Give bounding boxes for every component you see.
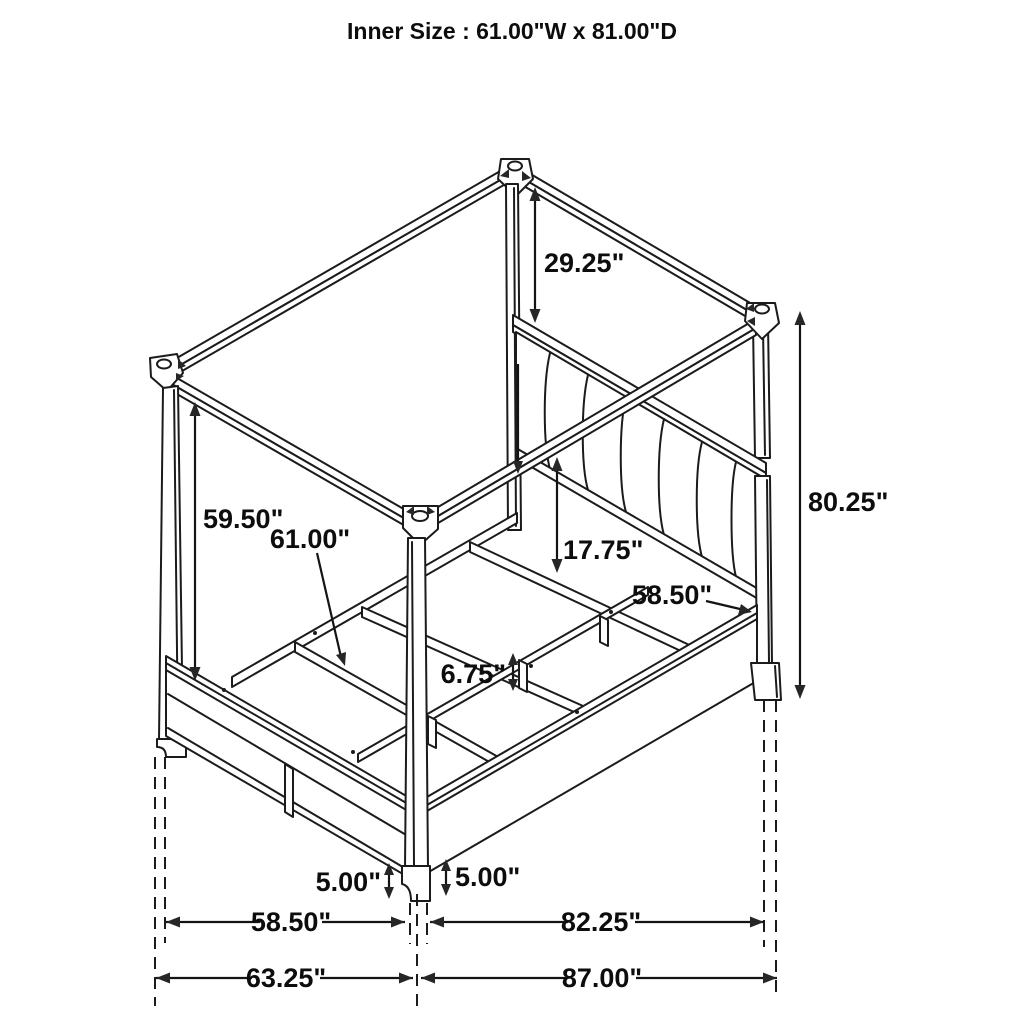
dim-label-overall-height: 80.25"	[808, 487, 889, 517]
dim-label-side-rail-inner: 58.50"	[631, 580, 713, 610]
dim-width-inner	[166, 907, 405, 937]
dim-label-width-inner: 58.50"	[250, 907, 332, 937]
dim-label-canopy-drop: 29.25"	[544, 248, 625, 278]
dim-label-depth-inner: 82.25"	[560, 907, 642, 937]
dim-label-foot-height-left: 5.00"	[315, 867, 381, 897]
dim-foot-height-right	[441, 859, 520, 896]
dim-label-width-overall: 63.25"	[245, 963, 327, 993]
center-leg	[519, 660, 527, 692]
post-right-foot	[751, 663, 781, 700]
post-front	[402, 538, 430, 901]
center-leg	[428, 716, 436, 748]
dim-label-depth-overall: 87.00"	[561, 963, 643, 993]
dim-label-slat-inner-width: 61.00"	[269, 524, 351, 554]
dim-label-center-leg-height: 6.75"	[440, 659, 506, 689]
drawer-divider	[285, 764, 293, 817]
page-title: Inner Size : 61.00"W x 81.00"D	[347, 18, 677, 44]
dim-label-post-height: 59.50"	[203, 504, 284, 534]
dim-width-overall	[156, 963, 413, 993]
dim-label-headboard-clearance: 17.75"	[563, 535, 644, 565]
post-right-upper	[753, 323, 770, 458]
center-leg	[600, 616, 608, 646]
dim-foot-height-left	[316, 863, 394, 899]
dim-overall-height	[795, 311, 889, 699]
dim-slat-inner-width	[270, 524, 350, 666]
dim-label-foot-height-right: 5.00"	[455, 862, 521, 892]
dim-depth-inner	[430, 907, 764, 937]
dim-depth-overall	[421, 963, 777, 993]
side-rail-right	[427, 605, 757, 873]
headboard	[513, 315, 772, 666]
